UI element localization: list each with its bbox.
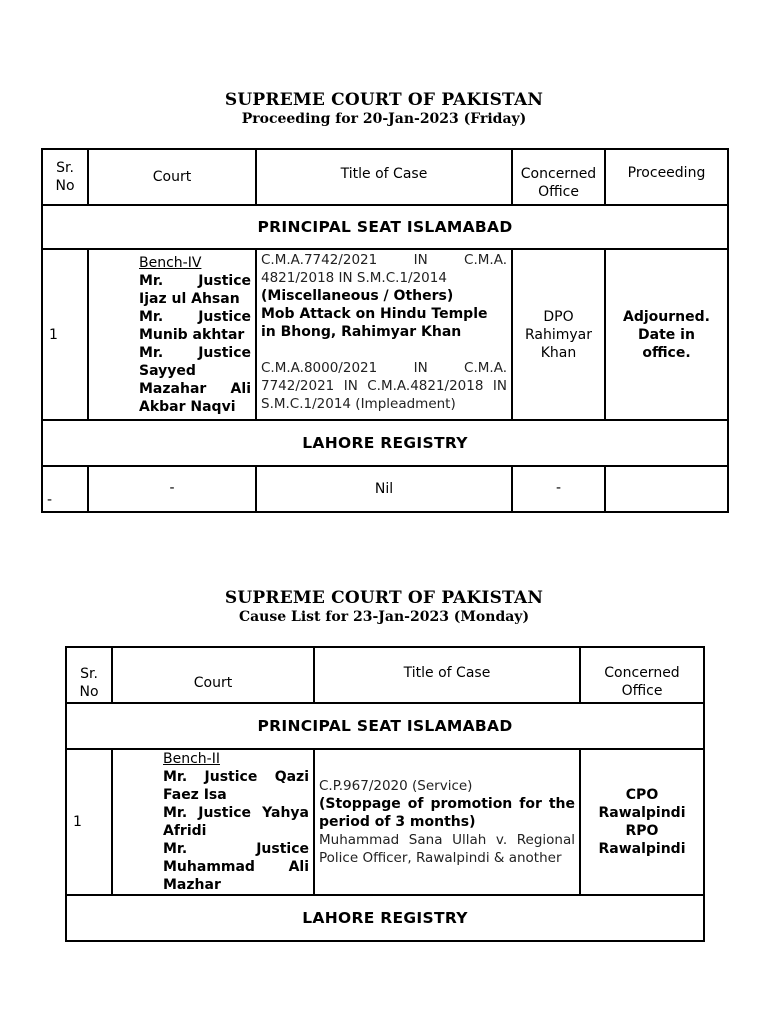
doc2-row1-bench-cell (112, 749, 314, 895)
doc1-col-office: Concerned Office (512, 149, 605, 205)
doc1-row2-court: - (88, 466, 256, 512)
doc1-header-row (42, 149, 728, 205)
doc2-row1-case-subject: (Stoppage of promotion for the period of 3 months) (319, 796, 575, 830)
doc1-header (0, 90, 768, 128)
doc2-row1-case-no: C.P.967/2020 (Service) (319, 778, 473, 794)
doc1-row2-sr: - (42, 466, 88, 512)
doc2-section-islamabad (66, 703, 704, 749)
doc1-col-sr-no (42, 149, 88, 205)
doc2-row1-judge-1: Mr. Justice Qazi Faez Isa (163, 769, 309, 803)
doc2-col-no-label: No (79, 684, 99, 700)
doc1-row2-office: - (512, 466, 605, 512)
doc1-row1-case-type: (Miscellaneous / Others) (261, 288, 454, 304)
doc2-row1-bench: Bench-II (163, 751, 220, 767)
doc1-section-lahore (42, 420, 728, 466)
doc2-case-row (66, 749, 704, 895)
doc1-row1-title-cell (256, 249, 512, 420)
doc2-col-court: Court (112, 647, 314, 703)
doc1-row1-proceeding: Adjourned. Date in office. (605, 249, 728, 420)
doc1-row1-sr: 1 (42, 249, 88, 420)
doc1-row1-case-no-1: C.M.A.7742/2021 IN C.M.A. 4821/2018 IN S.M.C.1/2014 (261, 252, 507, 286)
doc2-row1-parties: Muhammad Sana Ullah v. Regional Police Officer, Rawalpindi & another (319, 832, 575, 866)
doc1-proceeding-table (41, 148, 729, 513)
doc2-row1-office-1: CPO Rawalpindi (598, 787, 686, 821)
doc2-row1-judge-2: Mr. Justice Yahya Afridi (163, 805, 309, 839)
doc2-row1-office-2: RPO Rawalpindi (598, 823, 686, 857)
doc1-row1-judge-1: Mr. Justice Ijaz ul Ahsan (139, 272, 251, 307)
doc2-header-row (66, 647, 704, 703)
doc1-col-sr-label: Sr. (56, 160, 74, 176)
doc1-section-islamabad (42, 205, 728, 249)
doc2-cause-list-table (65, 646, 705, 942)
doc2-row1-judge-3: Mr. Justice Muhammad Ali Mazhar (163, 841, 309, 893)
doc1-row2-title: Nil (256, 466, 512, 512)
doc2-section-lahore (66, 895, 704, 941)
doc1-row1-judge-3: Mr. Justice Sayyed Mazahar Ali Akbar Naqvi (139, 344, 251, 415)
doc1-section-lahore-label: LAHORE REGISTRY (42, 420, 728, 466)
doc1-col-proceeding: Proceeding (605, 149, 728, 205)
doc1-row1-bench: Bench-IV (139, 254, 202, 271)
doc1-court-name: SUPREME COURT OF PAKISTAN (224, 90, 544, 110)
doc2-header (0, 588, 768, 626)
doc1-row1-case-subject: Mob Attack on Hindu Temple in Bhong, Rahimyar Khan (261, 306, 488, 340)
doc2-subtitle: Cause List for 23-Jan-2023 (Monday) (238, 609, 530, 625)
doc2-col-office (580, 647, 704, 703)
doc1-row1-bench-cell (88, 249, 256, 420)
doc2-col-title: Title of Case (314, 647, 580, 703)
doc1-row1-judge-2: Mr. Justice Munib akhtar (139, 308, 251, 343)
doc1-col-title: Title of Case (256, 149, 512, 205)
doc1-nil-row (42, 466, 728, 512)
doc1-case-row (42, 249, 728, 420)
doc2-row1-title-cell (314, 749, 580, 895)
doc1-col-no-label: No (55, 178, 75, 194)
doc2-row1-office-cell (580, 749, 704, 895)
doc1-row2-proceeding (605, 466, 728, 512)
doc2-col-office-line-1: Concerned (604, 665, 680, 681)
doc1-subtitle: Proceeding for 20-Jan-2023 (Friday) (241, 111, 527, 127)
doc1-row1-office: DPO Rahimyar Khan (512, 249, 605, 420)
doc2-court-name: SUPREME COURT OF PAKISTAN (224, 588, 544, 608)
doc1-section-islamabad-label: PRINCIPAL SEAT ISLAMABAD (42, 205, 728, 249)
doc2-section-lahore-label: LAHORE REGISTRY (66, 895, 704, 941)
doc2-col-sr-label: Sr. (80, 666, 98, 682)
doc2-section-islamabad-label: PRINCIPAL SEAT ISLAMABAD (66, 703, 704, 749)
doc2-row1-sr: 1 (66, 749, 112, 895)
doc2-col-office-line-2: Office (621, 683, 663, 699)
doc2-col-sr-no (66, 647, 112, 703)
doc1-col-court: Court (88, 149, 256, 205)
doc1-row1-case-no-2: C.M.A.8000/2021 IN C.M.A. 7742/2021 IN C.M.A.4821/2018 IN S.M.C.1/2014 (Impleadment) (261, 360, 507, 412)
